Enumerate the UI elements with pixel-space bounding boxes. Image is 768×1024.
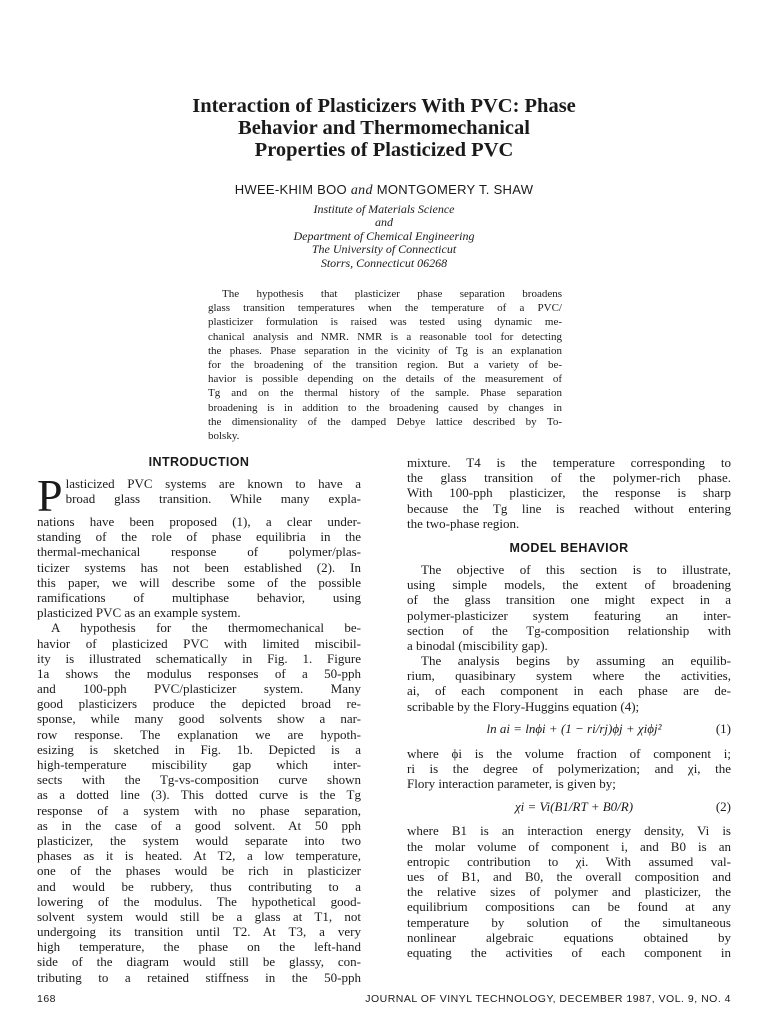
paragraph [37,514,361,620]
body-line: standing of the role of phase equilibria in the [37,529,361,545]
body-line: high-temperature miscibility gap which inter- [37,757,361,772]
body-line: the glass transition of the polymer-rich phase. [407,470,731,486]
affiliation-line: Storrs, Connecticut 06268 [320,255,448,270]
body-line: using simple models, the extent of broadening [407,577,731,593]
author-line [110,182,658,199]
body-line: where ϕi is the volume fraction of component i; [407,745,731,761]
paragraph [407,823,731,960]
right-column [407,455,731,960]
author-conjunction: and [350,183,373,198]
equation-expression: χi = Vi(B1/RT + B0/R) [514,798,634,814]
author-name: HWEE-KHIM BOO [234,182,347,197]
body-line: equating the activities of each component in [407,944,731,960]
body-line: high temperature, the phase on the left-hand [37,939,361,955]
body-line: mixture. T4 is the temperature corresponding to [407,455,731,470]
equation-number: (1) [715,721,731,737]
paragraph [407,653,731,714]
abstract-line: glass transition temperatures when the temperature of a PVC/ [208,302,562,315]
equation-number: (2) [715,798,731,814]
body-line: plasticized PVC as an example system. [37,605,241,621]
body-line: ramifications of multiphase behavior, using [37,589,361,605]
body-line: temperature by solution of the simultaneous [407,914,731,930]
body-line: because the Tg line is reached without entering [407,500,731,516]
body-line: ity is illustrated schematically in Fig. 1. Figure [37,650,361,666]
abstract-line: broadening is in addition to the broadening caused by changes in [208,401,562,414]
paper-title [110,95,658,161]
body-line: polymer-plasticizer system featuring an inter- [407,607,731,623]
body-line: 1a shows the modulus responses of a 50-pph [37,665,361,681]
body-line: this paper, we will describe some of the possible [37,574,361,590]
affiliation-line: Department of Chemical Engineering [293,228,475,243]
section-heading-introduction: INTRODUCTION [148,455,250,469]
body-line: as in the case of a good solvent. At 50 pph [37,817,361,833]
title-line: Behavior and Thermomechanical [238,117,530,139]
body-line: esizing is sketched in Fig. 1b. Depicted is a [37,741,361,757]
body-line: a binodal (miscibility gap). [407,637,548,653]
body-line: equilibrium compositions can be found at any [407,899,731,915]
body-line: broad glass transition. While many expla- [65,491,361,507]
body-line: ri is the degree of polymerization; and χi, the [407,761,731,776]
equation-expression: ln ai = lnϕi + (1 − ri/rj)ϕj + χiϕj² [486,721,662,737]
body-line: solvent system would still be a glass at T1, not [37,908,361,924]
body-line: the two-phase region. [407,515,520,531]
page-number: 168 [37,993,57,1005]
body-line: ai, of each component in each phase are de- [407,683,731,699]
abstract-line: The hypothesis that plasticizer phase separation broadens [222,288,562,300]
body-line: entropic contribution to χi. With assumed val- [407,853,731,869]
paragraph [407,562,731,653]
body-line: and would be rubbery, thus contributing to a [37,878,361,894]
body-line: undergoing its transition until T2. At T3, a very [37,924,361,940]
affiliation-line: and [375,215,393,230]
paragraph [407,746,731,792]
abstract-line: the dimensionality of the damped Debye lattice described by To- [208,415,562,428]
body-line: plasticizer, the system would separate into two [37,832,361,848]
body-line: of the glass transition one might expect in a [407,592,731,608]
body-line: rium, quasibinary system where the activities, [407,668,731,684]
abstract-line: the phases. Phase separation in the vicinity of Tg is an explanation [208,344,562,357]
abstract-line: Tg and on the thermal history of the sample. Phase separation [208,387,562,400]
author-name: MONTGOMERY T. SHAW [376,182,534,197]
body-line: A hypothesis for the thermomechanical be- [51,620,361,636]
section-heading-model-behavior: MODEL BEHAVIOR [509,540,629,555]
body-line: lasticized PVC systems are known to have a [65,476,361,491]
left-column [37,455,361,985]
body-line: tributing to a retained stiffness in the 50-pph [37,969,361,985]
body-line: the molar volume of component i, and B0 is an [407,838,731,854]
body-line: thermal-mechanical response of polymer/plas- [37,544,361,560]
body-line: The analysis begins by assuming an equilib- [421,653,731,669]
title-line: Properties of Plasticized PVC [254,139,514,161]
body-line: sects with the Tg-vs-composition curve shown [37,772,361,788]
body-line: ticizer systems has not been established (2). In [37,559,361,575]
body-line: lowering of the modulus. The hypothetical good- [37,893,361,909]
body-line: With 100-pph plasticizer, the response is sharp [407,485,731,501]
body-line: ues of B1, and B0, the overall composition and [407,868,731,884]
body-line: phases as it is heated. At T2, a low temperature, [37,848,361,864]
abstract-line: bolsky. [208,430,240,443]
body-line: The objective of this section is to illustrate, [421,561,731,577]
body-line: Flory interaction parameter, is given by; [407,776,616,792]
body-line: nations have been proposed (1), a clear under- [37,514,361,529]
body-line: section of the Tg-composition relationship with [407,622,731,638]
journal-citation: JOURNAL OF VINYL TECHNOLOGY, DECEMBER 1987, VOL. 9, NO. 4 [365,993,731,1005]
equation-1 [407,718,731,740]
equation-2 [407,795,731,817]
body-line: havior of plasticized PVC with limited miscibil- [37,635,361,651]
body-line: side of the diagram would still be glassy, con- [37,954,361,970]
body-line: row response. The explanation we are hypoth- [37,726,361,742]
affiliation-line: The University of Connecticut [311,242,457,257]
body-line: nonlinear algebraic equations obtained by [407,929,731,945]
abstract-line: for the broadening of the transition region. But a variety of be- [208,359,562,372]
title-line: Interaction of Plasticizers With PVC: Phase [192,95,576,117]
affiliation-line: Institute of Materials Science [313,202,455,216]
paragraph [407,455,731,531]
dropcap-paragraph [37,470,361,521]
body-line: scribable by the Flory-Huggins equation (4); [407,698,640,714]
page-footer [37,993,731,1005]
body-line: the relative sizes of polymer and plasticizer, the [407,884,731,900]
body-line: sponse, while many good solvents show a nar- [37,711,361,727]
dropcap-letter: P [37,470,63,521]
abstract-line: plasticizer formulation is raised was tested using dynamic me- [208,316,562,329]
body-line: good plasticizers produce the depicted broad re- [37,696,361,712]
abstract-line: chanical analysis and NMR. NMR is a reasonable tool for detecting [208,330,562,343]
abstract-line: havior is possible depending on the details of the measurement of [208,373,562,386]
body-line: response of a system with no phase separation, [37,802,361,818]
affiliation [110,203,658,270]
abstract [208,287,562,443]
body-line: and 100-pph PVC/plasticizer system. Many [37,681,361,697]
body-line: one of the phases would be rich in plasticizer [37,863,361,879]
body-line: as a dotted line (3). This dotted curve is the Tg [37,787,361,803]
paragraph [37,620,361,985]
body-line: where B1 is an interaction energy density, Vi is [407,823,731,839]
